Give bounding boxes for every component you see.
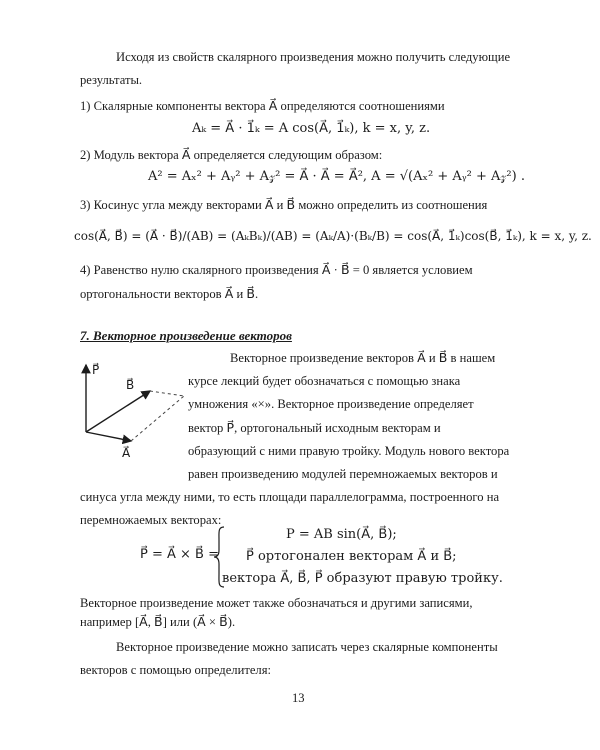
page-number: 13 — [292, 691, 305, 705]
equation-scalar-components: Aₖ = A⃗ · 1⃗ₖ = A cos(A⃗, 1⃗ₖ), k = x, y, z. — [192, 121, 431, 136]
vector-a-arrow — [86, 432, 131, 441]
wrap-line-2: курсе лекций будет обозначаться с помощью знака — [188, 374, 461, 388]
wrap-line-6: равен произведению модулей перемножаемых векторов и — [188, 467, 498, 481]
wrap-line-1: Векторное произведение векторов A⃗ и B⃗ в нашем — [230, 351, 496, 365]
intro-line-1: Исходя из свойств скалярного произведения можно получить следующие — [116, 50, 511, 64]
item1-text: 1) Скалярные компоненты вектора A⃗ определяются соотношениями — [80, 99, 445, 113]
notation-line-1: Векторное произведение может также обозначаться и другими записями, — [80, 596, 473, 610]
wrap-line-3: умножения «×». Векторное произведение определяет — [188, 397, 474, 411]
vector-b-arrow — [86, 391, 150, 432]
determinant-line-2: векторов с помощью определителя: — [80, 663, 271, 677]
equation-vector-modulus: A² = Aₓ² + Aᵧ² + A𝓏² = A⃗ · A⃗ = A⃗², A = √(Aₓ² + Aᵧ² + A𝓏²) . — [148, 169, 525, 184]
section-heading: 7. Векторное произведение векторов — [80, 328, 292, 343]
parallelogram-edge-right — [131, 396, 184, 441]
item4-line-1: 4) Равенство нулю скалярного произведения A⃗ · B⃗ = 0 является условием — [80, 263, 473, 277]
item3-text: 3) Косинус угла между векторами A⃗ и B⃗ можно определить из соотношения — [80, 198, 488, 212]
system-case-1: P = AB sin(A⃗, B⃗); — [286, 527, 397, 542]
intro-line-2: результаты. — [80, 73, 143, 87]
system-case-2: P⃗ ортогонален векторам A⃗ и B⃗; — [246, 549, 457, 564]
determinant-line-1: Векторное произведение можно записать через скалярные компоненты — [116, 640, 498, 654]
wrap-line-4: вектор P⃗, ортогональный исходным векторам и — [188, 421, 441, 435]
wrap-line-5: образующий с ними правую тройку. Модуль нового вектора — [188, 444, 510, 458]
label-vector-p: P⃗ — [92, 363, 100, 377]
item2-text: 2) Модуль вектора A⃗ определяется следующим образом: — [80, 148, 383, 162]
system-case-3: вектора A⃗, B⃗, P⃗ образуют правую тройку. — [222, 571, 503, 586]
label-vector-a: A⃗ — [122, 446, 131, 460]
notation-line-2: например [A⃗, B⃗] или (A⃗ × B⃗). — [80, 615, 236, 629]
parallelogram-edge-top — [150, 391, 184, 396]
system-lhs: P⃗ = A⃗ × B⃗ = — [140, 547, 219, 562]
equation-cosine-angle: cos(A⃗, B⃗) = (A⃗ · B⃗)/(AB) = (AₖBₖ)/(AB) = (Aₖ/A)·(Bₖ/B) = cos(A⃗, 1⃗ₖ)cos(B⃗, 1⃗ₖ), k = x, y, z. — [74, 229, 592, 243]
item4-line-2: ортогональности векторов A⃗ и B⃗. — [80, 287, 259, 301]
full-line-1: синуса угла между ними, то есть площади параллелограмма, построенного на — [80, 490, 500, 504]
label-vector-b: B⃗ — [126, 378, 135, 392]
full-line-2: перемножаемых векторах: — [80, 513, 222, 527]
